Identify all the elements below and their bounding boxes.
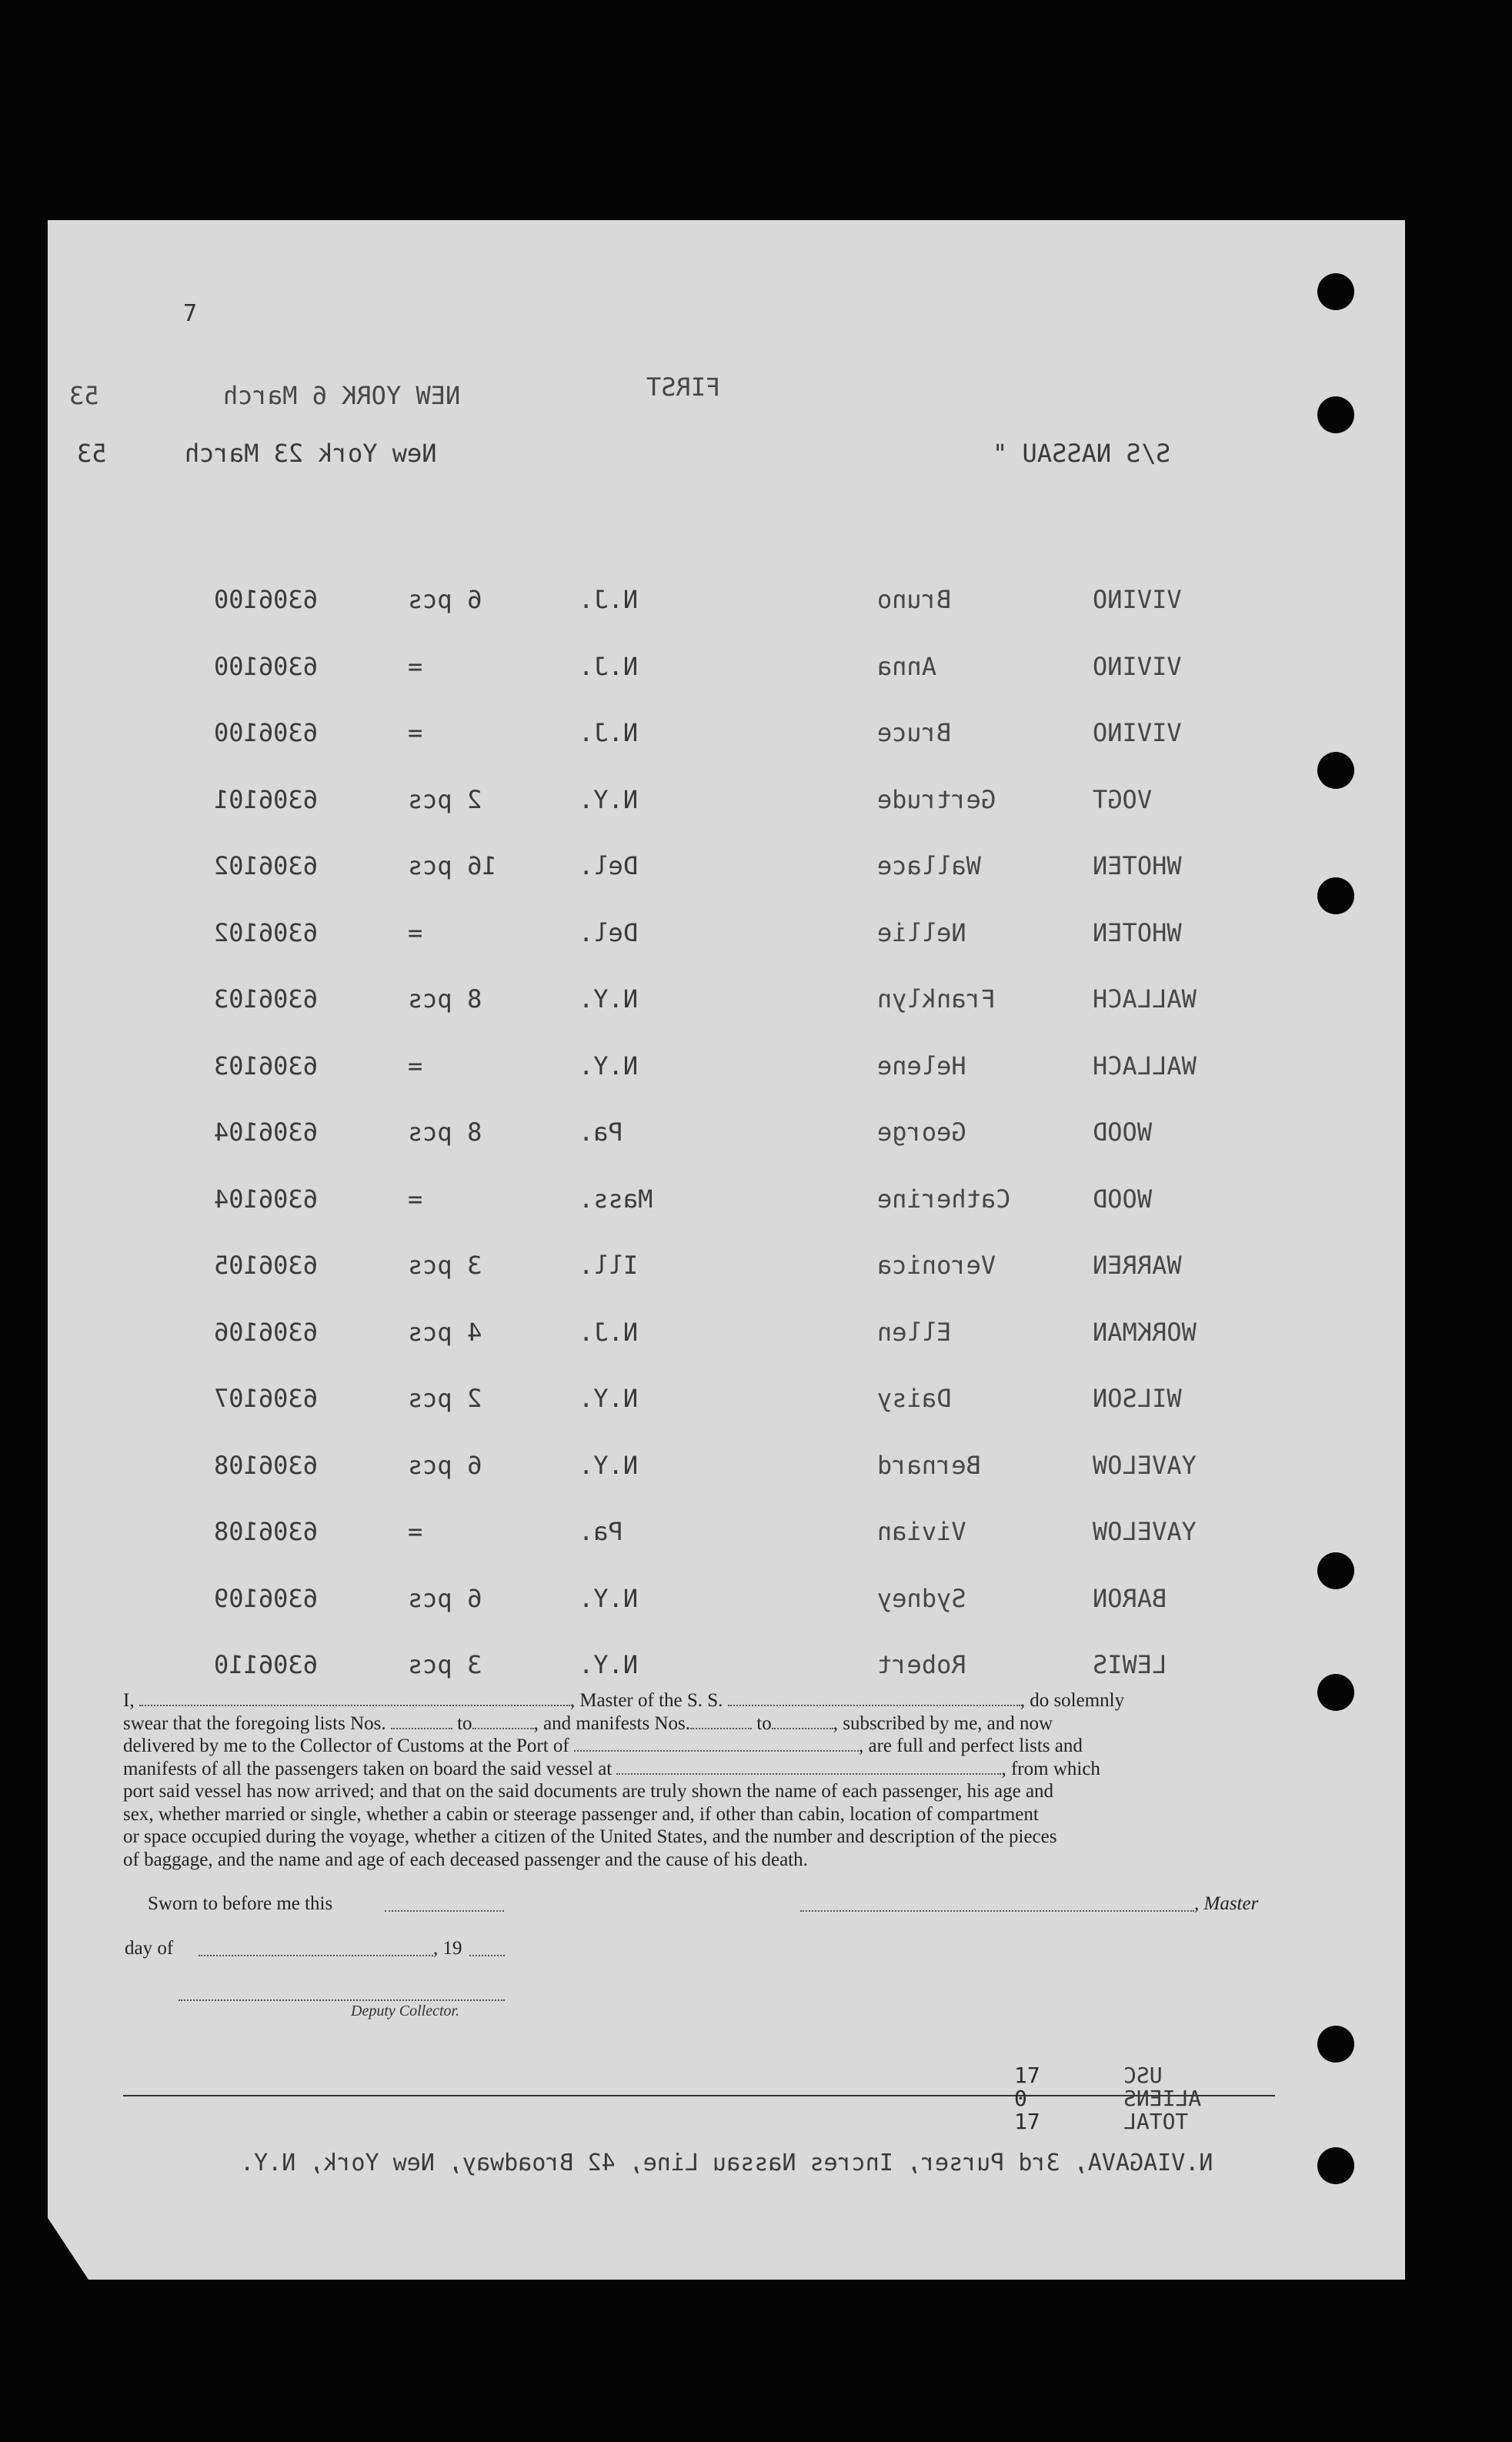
surname: WILSON [1093, 1384, 1182, 1413]
punch-hole [1317, 2147, 1354, 2184]
given-name: Wallace [877, 851, 981, 880]
baggage-count: = [408, 718, 423, 747]
surname: YAVELOW [1093, 1517, 1197, 1546]
surname: LEWIS [1093, 1650, 1167, 1679]
residence: N.Y. [579, 784, 639, 814]
surname: WARREN [1093, 1251, 1182, 1280]
punch-hole [1317, 752, 1354, 789]
year-label: , 19 [433, 1938, 462, 1959]
residence: N.Y. [579, 1450, 639, 1480]
separator-rule [123, 2095, 1275, 2096]
residence: N.J. [579, 718, 639, 747]
baggage-count: 3 pcs [408, 1650, 482, 1679]
year-line [469, 1955, 505, 1956]
manifest-number: 6306108 [214, 1517, 318, 1546]
surname: WOOD [1093, 1117, 1153, 1147]
surname: WOOD [1093, 1184, 1153, 1214]
total-label: ALIENS [1123, 2086, 1202, 2111]
baggage-count: = [408, 1051, 423, 1081]
day-of-label: day of [125, 1938, 174, 1959]
residence: Del. [579, 851, 639, 880]
given-name: Robert [877, 1650, 966, 1679]
deputy-line [179, 1999, 505, 2001]
sworn-label: Sworn to before me this [148, 1893, 333, 1914]
header-class: FIRST [646, 372, 721, 402]
surname: WHOTEN [1093, 917, 1182, 947]
oath-text: port said vessel has now arrived; and that on the said documents are truly shown the name of each passenger, his age and [123, 1781, 1054, 1802]
purser-line: N.VIAGAVA, 3rd Purser, Incres Nassau Line, 42 Broadway, New York, N.Y. [240, 2150, 1213, 2176]
surname: VOGT [1093, 784, 1153, 814]
manifest-number: 6306107 [214, 1384, 318, 1413]
baggage-count: 4 pcs [408, 1317, 482, 1347]
given-name: Nellie [877, 917, 966, 947]
manifest-number: 6306104 [214, 1117, 318, 1147]
manifest-page [48, 220, 1405, 2280]
header-port-arrival: New York 23 March [185, 439, 437, 468]
punch-hole [1317, 877, 1354, 914]
manifest-number: 6306106 [214, 1317, 318, 1347]
total-value: 17 [1014, 2109, 1040, 2134]
baggage-count: 2 pcs [408, 784, 482, 814]
baggage-count: 8 pcs [408, 984, 482, 1014]
surname: VIVINO [1093, 718, 1182, 747]
given-name: Gertrude [877, 784, 996, 814]
header-port-date: NEW YORK 6 March [223, 381, 461, 410]
given-name: Helene [877, 1051, 966, 1081]
given-name: George [877, 1117, 966, 1147]
surname: VIVINO [1093, 585, 1182, 614]
oath-text: to [756, 1712, 772, 1734]
given-name: Anna [877, 651, 937, 681]
punch-hole [1317, 1674, 1354, 1711]
master-oath [123, 1689, 1276, 1871]
oath-text: sex, whether married or single, whether a cabin or steerage passenger and, if other than cabin, location of compartment [123, 1803, 1039, 1825]
manifest-number: 6306103 [214, 1051, 318, 1081]
residence: Ill. [579, 1251, 639, 1280]
manifest-number: 6306109 [214, 1583, 318, 1613]
oath-text: I, [123, 1690, 135, 1711]
oath-text: manifests of all the passengers taken on board the said vessel at [123, 1758, 612, 1779]
punch-hole [1317, 396, 1354, 433]
total-label: TOTAL [1123, 2109, 1189, 2134]
manifest-number: 6306102 [214, 851, 318, 880]
surname: WHOTEN [1093, 851, 1182, 880]
total-value: 0 [1014, 2086, 1027, 2111]
header-vessel: S/S NASSAU " [993, 439, 1171, 468]
manifest-number: 6306100 [214, 718, 318, 747]
oath-text: or space occupied during the voyage, whether a citizen of the United States, and the number and description of the pieces [123, 1826, 1057, 1847]
baggage-count: 3 pcs [408, 1251, 482, 1280]
punch-hole [1317, 273, 1354, 310]
residence: N.Y. [579, 1650, 639, 1679]
baggage-count: = [408, 917, 423, 947]
residence: Pa. [579, 1517, 623, 1546]
given-name: Veronica [877, 1251, 996, 1280]
sworn-date-line [385, 1910, 504, 1912]
baggage-count: 2 pcs [408, 1384, 482, 1413]
surname: BARON [1093, 1583, 1167, 1613]
given-name: Daisy [877, 1384, 952, 1413]
residence: N.Y. [579, 1051, 639, 1081]
baggage-count: 6 pcs [408, 1583, 482, 1613]
given-name: Bruno [877, 585, 952, 614]
oath-text: , are full and perfect lists and [859, 1735, 1083, 1756]
residence: N.J. [579, 651, 639, 681]
header-number-2: 53 [77, 439, 107, 468]
given-name: Bernard [877, 1450, 981, 1480]
deputy-collector-label: Deputy Collector. [351, 2003, 460, 2019]
oath-text: , Master of the S. S. [569, 1690, 723, 1711]
residence: Pa. [579, 1117, 623, 1147]
surname: WALLACH [1093, 984, 1197, 1014]
surname: YAVELOW [1093, 1450, 1197, 1480]
given-name: Ellen [877, 1317, 952, 1347]
manifest-number: 6306101 [214, 784, 318, 814]
given-name: Bruce [877, 718, 952, 747]
baggage-count: 16 pcs [408, 851, 497, 880]
manifest-number: 6306103 [214, 984, 318, 1014]
manifest-number: 6306108 [214, 1450, 318, 1480]
header-number: 53 [69, 381, 99, 410]
baggage-count: 8 pcs [408, 1117, 482, 1147]
residence: Del. [579, 917, 639, 947]
manifest-number: 6306100 [214, 585, 318, 614]
baggage-count: 6 pcs [408, 1450, 482, 1480]
residence: N.Y. [579, 1384, 639, 1413]
surname: WORKMAN [1093, 1317, 1197, 1347]
oath-text: of baggage, and the name and age of each deceased passenger and the cause of his death. [123, 1849, 808, 1870]
baggage-count: = [408, 651, 423, 681]
master-label: , Master [1194, 1893, 1259, 1914]
given-name: Vivian [877, 1517, 966, 1546]
manifest-number: 6306100 [214, 651, 318, 681]
oath-text: , subscribed by me, and now [833, 1712, 1053, 1734]
given-name: Sydney [877, 1583, 966, 1613]
oath-text: , do solemnly [1020, 1690, 1125, 1711]
oath-text: delivered by me to the Collector of Customs at the Port of [123, 1735, 569, 1756]
given-name: Catherine [877, 1184, 1011, 1214]
surname: VIVINO [1093, 651, 1182, 681]
baggage-count: = [408, 1517, 423, 1546]
baggage-count: 6 pcs [408, 585, 482, 614]
corner-mark: 7 [183, 300, 198, 327]
punch-hole [1317, 1552, 1354, 1589]
manifest-number: 6306102 [214, 917, 318, 947]
given-name: Franklyn [877, 984, 996, 1014]
total-value: 17 [1014, 2063, 1040, 2088]
residence: N.J. [579, 585, 639, 614]
manifest-number: 6306110 [214, 1650, 318, 1679]
oath-text: swear that the foregoing lists Nos. [123, 1712, 386, 1734]
manifest-number: 6306105 [214, 1251, 318, 1280]
day-line [199, 1955, 433, 1956]
punch-hole [1317, 2026, 1354, 2063]
master-signature-line [800, 1910, 1194, 1912]
residence: Mass. [579, 1184, 653, 1214]
residence: N.Y. [579, 1583, 639, 1613]
oath-text: , and manifests Nos. [533, 1712, 691, 1734]
residence: N.J. [579, 1317, 639, 1347]
oath-text: , from which [1001, 1758, 1100, 1779]
residence: N.Y. [579, 984, 639, 1014]
total-label: USC [1123, 2063, 1163, 2088]
manifest-number: 6306104 [214, 1184, 318, 1214]
oath-text: to [457, 1712, 472, 1734]
surname: WALLACH [1093, 1051, 1197, 1081]
baggage-count: = [408, 1184, 423, 1214]
